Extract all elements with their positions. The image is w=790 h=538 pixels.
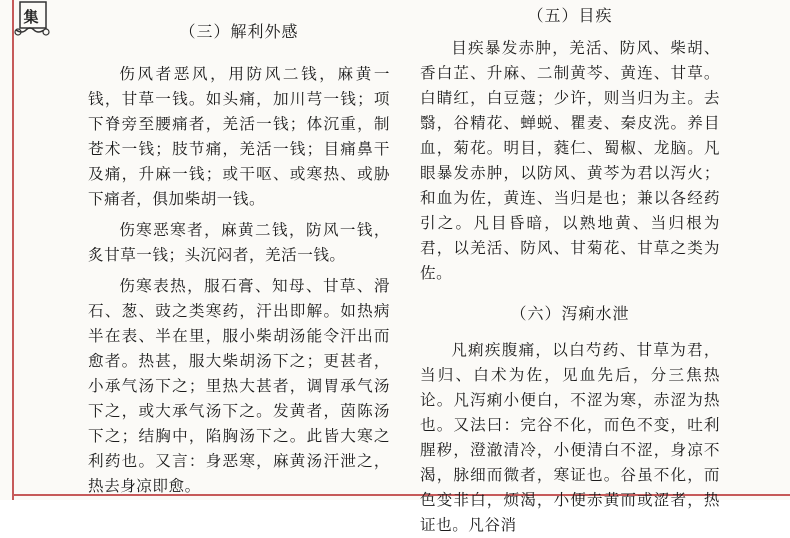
- right-column: [420, 0, 720, 538]
- paragraph: 凡痢疾腹痛，以白芍药、甘草为君，当归、白术为佐，见血先后，分三焦热论。凡泻痢小便白，不涩为寒，赤涩为热也。又法曰：完谷不化，而色不变，吐利腥秽，澄澈清冷，小便清白不涩，身凉不渴，脉细而微者，寒证也。谷虽不化，而色变非白，烦渴，小便赤黄而或涩者，热证也。凡谷消: [420, 341, 720, 534]
- left-column: [88, 0, 390, 499]
- section-heading-6: （六）泻痢水泄: [510, 304, 630, 323]
- paragraph: 伤寒恶寒者，麻黄二钱，防风一钱，炙甘草一钱；头沉闷者，羌活一钱。: [88, 221, 390, 264]
- section-heading-5: （五）目疾: [527, 6, 613, 25]
- emblem-character: 集: [23, 8, 39, 26]
- paragraph: 伤寒表热，服石膏、知母、甘草、滑石、葱、豉之类寒药，汗出即解。如热病半在表、半在里，服小柴胡汤能令汗出而愈者。热甚，服大柴胡汤下之；更甚者，小承气汤下之；里热大甚者，调胃承气汤下之，或大承气汤下之。发黄者，茵陈汤下之；结胸中，陷胸汤下之。此皆大寒之利药也。又言：身恶寒，麻黄汤汗泄之，热去身凉即愈。: [88, 277, 390, 495]
- section-heading-3: （三）解利外感: [179, 22, 299, 41]
- paragraph: 伤风者恶风，用防风二钱，麻黄一钱，甘草一钱。如头痛，加川芎一钱；项下脊旁至腰痛者，羌活一钱；体沉重，制苍术一钱；肢节痛，羌活一钱；目痛鼻干及痛，升麻一钱；或干呕、或寒热、或胁下痛者，俱加柴胡一钱。: [88, 65, 390, 208]
- paragraph: 目疾暴发赤肿，羌活、防风、柴胡、香白芷、升麻、二制黄芩、黄连、甘草。白睛红，白豆蔻；少许，则当归为主。去翳，谷精花、蝉蜕、瞿麦、秦皮洗。养目血，菊花。明目，蕤仁、蜀椒、龙脑。凡眼暴发赤肿，以防风、黄芩为君以泻火；和血为佐，黄连、当归是也；兼以各经药引之。凡目昏暗，以熟地黄、当归根为君，以羌活、防风、甘菊花、甘草之类为佐。: [420, 39, 720, 282]
